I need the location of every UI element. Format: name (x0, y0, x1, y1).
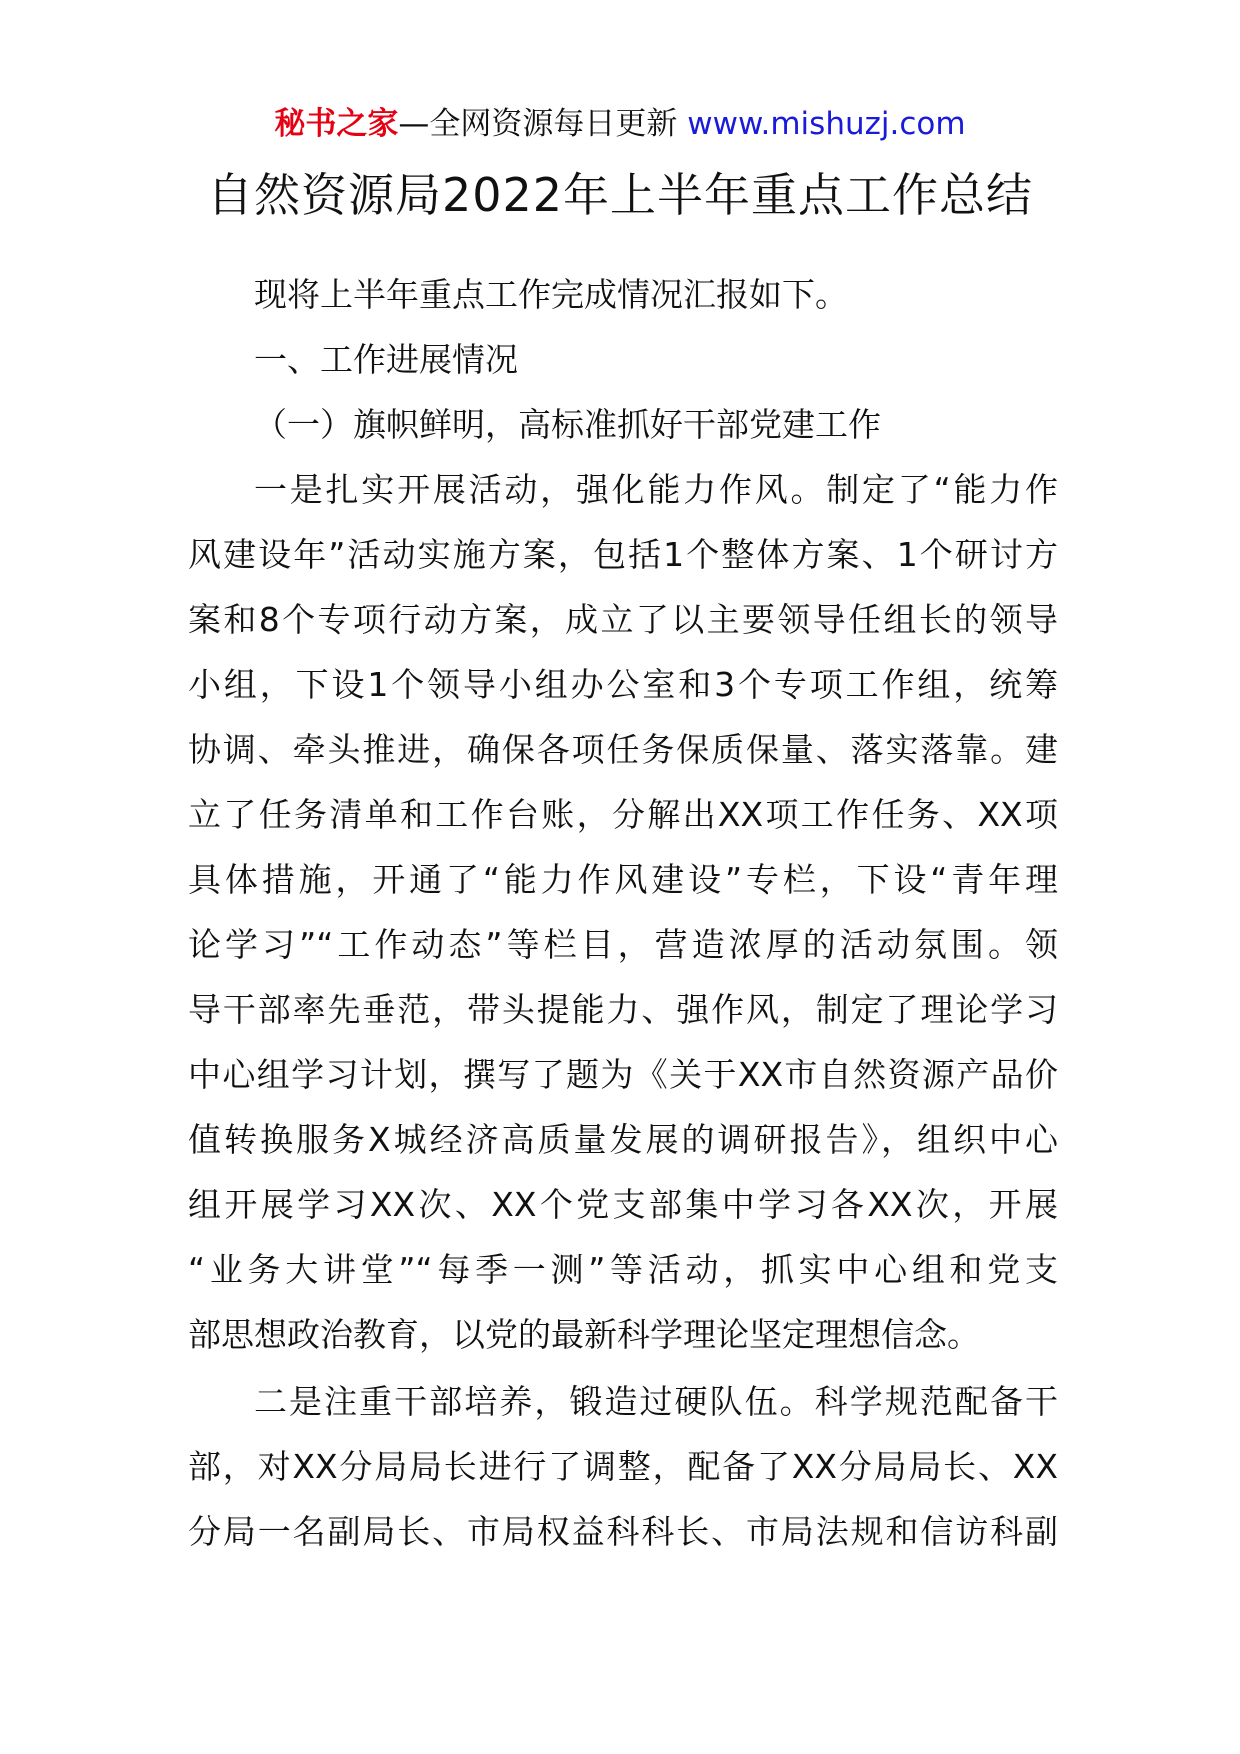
subsection-heading-1: （一）旗帜鲜明，高标准抓好干部党建工作 (254, 405, 881, 444)
section-heading-1: 一、工作进展情况 (254, 340, 518, 379)
paragraph-line: 导干部率先垂范，带头提能力、强作风，制定了理论学习 (188, 990, 1058, 1029)
paragraph-line: 值转换服务X城经济高质量发展的调研报告》，组织中心 (188, 1120, 1058, 1159)
paragraph-line: 小组，下设1个领导小组办公室和3个专项工作组，统筹 (188, 665, 1058, 704)
paragraph-line: 具体措施，开通了“能力作风建设”专栏，下设“青年理 (188, 860, 1058, 899)
paragraph-line: 组开展学习XX次、XX个党支部集中学习各XX次，开展 (188, 1185, 1058, 1224)
document-title: 自然资源局2022年上半年重点工作总结 (206, 168, 1034, 222)
paragraph-line: 协调、牵头推进，确保各项任务保质保量、落实落靠。建 (188, 730, 1058, 769)
paragraph-line: 论学习”“工作动态”等栏目，营造浓厚的活动氛围。领 (188, 925, 1058, 964)
site-banner (0, 102, 1240, 146)
document-body (188, 262, 1058, 1564)
banner-slogan: —全网资源每日更新 (398, 106, 688, 142)
paragraph-line: 案和8个专项行动方案，成立了以主要领导任组长的领导 (188, 600, 1058, 639)
paragraph-line: 一是扎实开展活动，强化能力作风。制定了“能力作 (254, 470, 1058, 509)
site-url-link[interactable]: www.mishuzj.com (687, 106, 966, 142)
paragraph-line: 立了任务清单和工作台账，分解出XX项工作任务、XX项 (188, 795, 1058, 834)
paragraph-line: 风建设年”活动实施方案，包括1个整体方案、1个研讨方 (188, 535, 1058, 574)
paragraph-line: 二是注重干部培养，锻造过硬队伍。科学规范配备干 (254, 1382, 1058, 1421)
paragraph-line: “业务大讲堂”“每季一测”等活动，抓实中心组和党支 (188, 1250, 1058, 1289)
intro-paragraph: 现将上半年重点工作完成情况汇报如下。 (254, 275, 848, 314)
brand-name: 秘书之家 (274, 106, 399, 142)
paragraph-line: 分局一名副局长、市局权益科科长、市局法规和信访科副 (188, 1512, 1058, 1551)
paragraph-line: 部思想政治教育，以党的最新科学理论坚定理想信念。 (188, 1315, 980, 1354)
paragraph-line: 中心组学习计划，撰写了题为《关于XX市自然资源产品价 (188, 1055, 1058, 1094)
paragraph-line: 部，对XX分局局长进行了调整，配备了XX分局局长、XX (188, 1447, 1058, 1486)
